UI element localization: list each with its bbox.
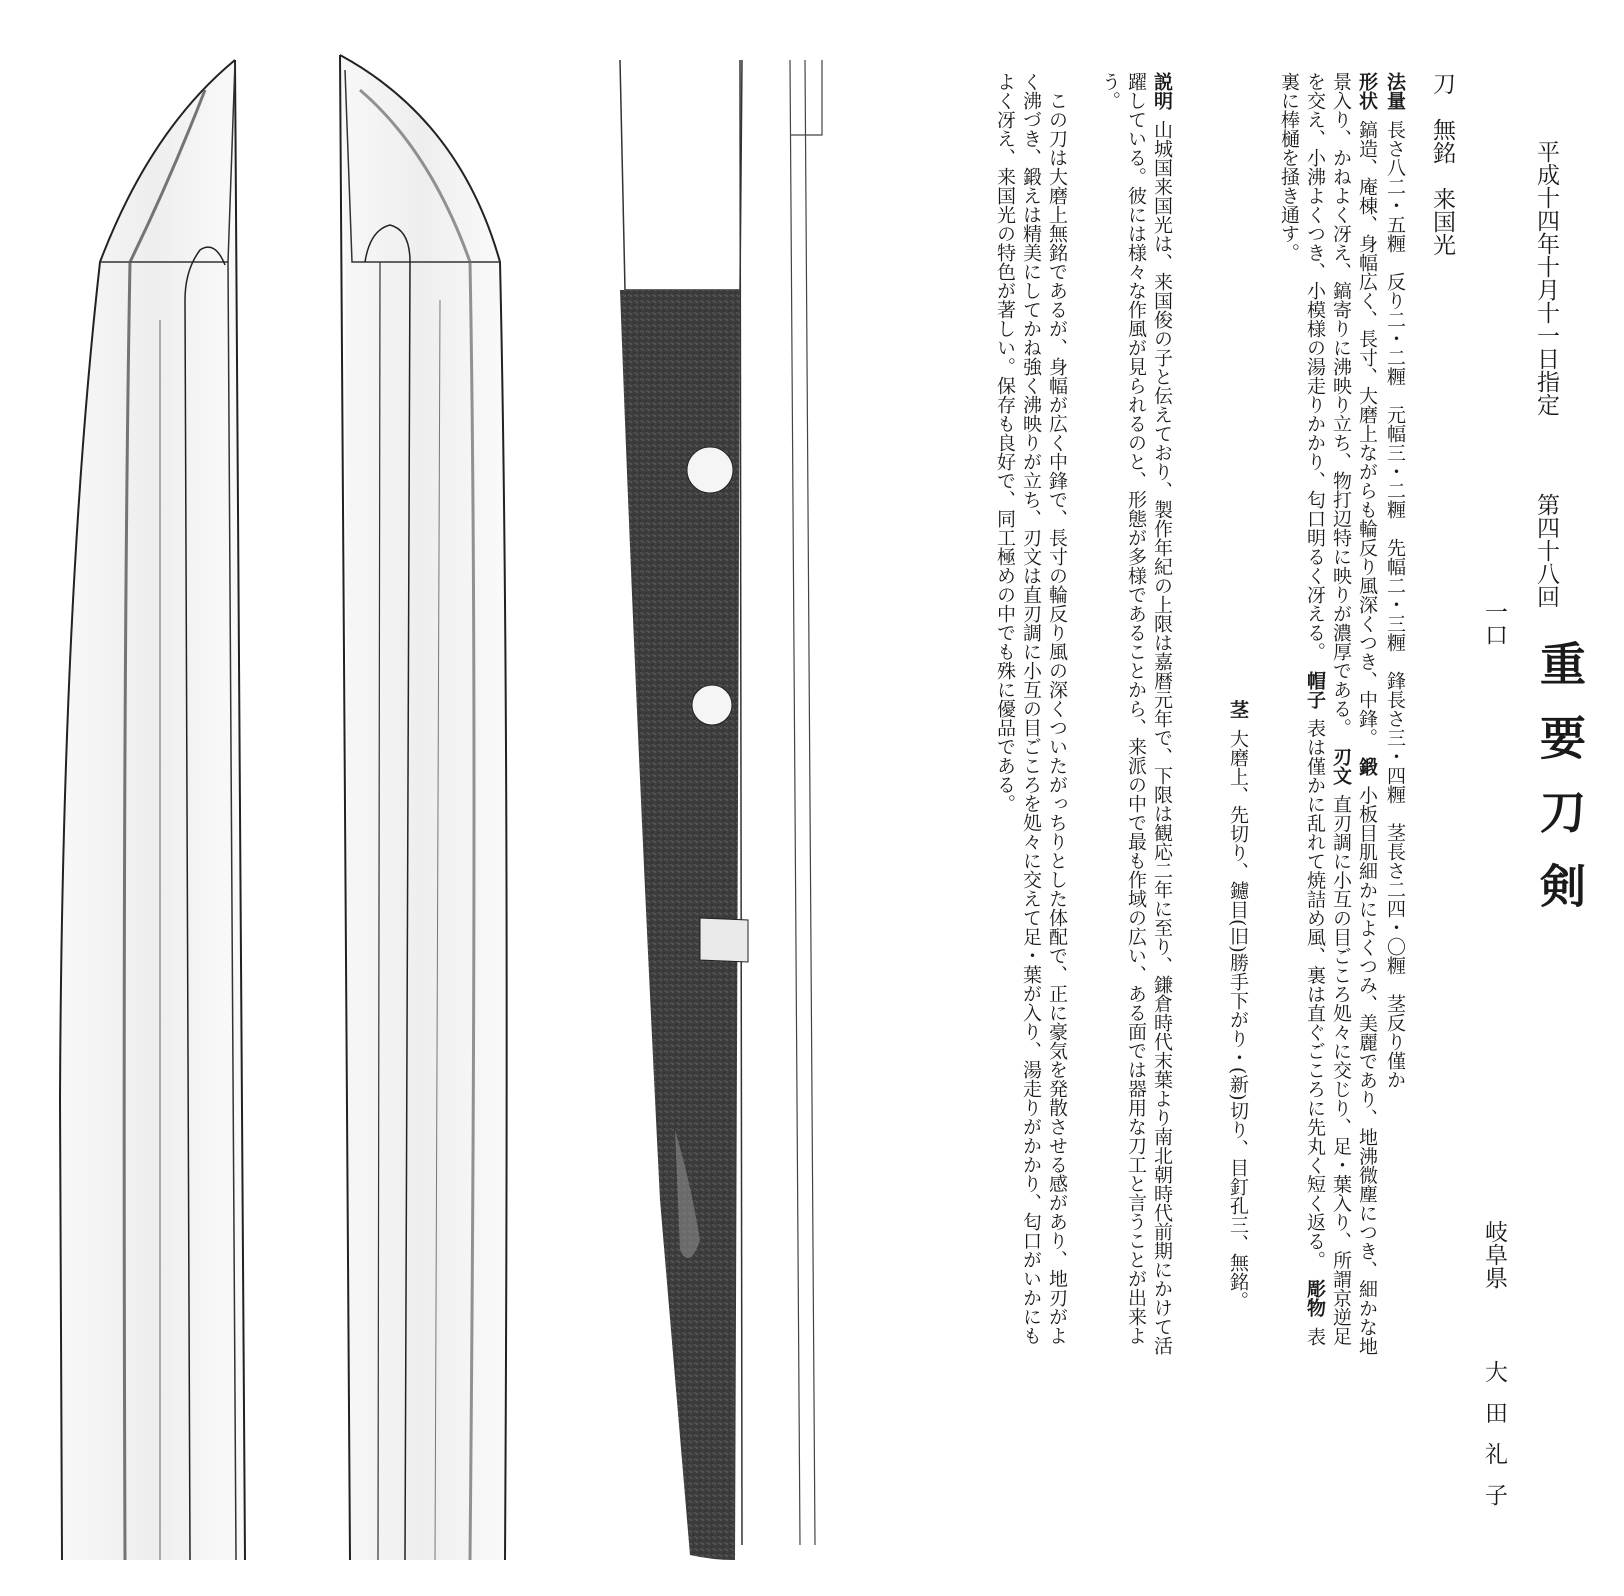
label-nakago: 茎 [1227, 700, 1249, 719]
blade-omote-drawing [60, 60, 245, 1560]
author-name: 大田礼子 [1481, 1360, 1507, 1524]
text-nakago: 大磨上、先切り、鑢目(旧)勝手下がり・(新)切り、目釘孔三、無銘。 [1227, 729, 1249, 1310]
section-nakago [1225, 700, 1251, 1310]
text-boshi: 表は僅かに乱れて焼詰め風、裏は直ぐごころに先丸く短く返る。 [1304, 718, 1326, 1260]
page-title: 重要刀剣 [1533, 640, 1587, 936]
label-keijo: 形状 [1356, 72, 1378, 110]
text-keijo: 鎬造、庵棟、身幅広く、長寸、大磨上ながらも輪反り風深くつき、中鋒。 [1356, 120, 1378, 738]
section-setsumei [1075, 72, 1175, 1362]
text-closing: この刀は大磨上無銘であるが、身幅が広く中鋒で、長寸の輪反り風の深くついたがっちりとした体配で、正に豪気を発散させる感があり、地刃がよく沸づき、鍛えは精美にしてかね強く沸映りが立ち、刃文は直刃調に小互の目ごころを処々に交えて足・葉が入り、湯走りがかかり、匂口がいかにもよく冴え、来国光の特色が著しい。保存も良好で、同工極めの中でも殊に優品である。 [994, 72, 1068, 1345]
designation-date: 平成十四年十月十一日指定 [1533, 140, 1559, 416]
label-setsumei: 説明 [1151, 72, 1173, 110]
text-setsumei: 山城国来国光は、来国俊の子と伝えており、製作年紀の上限は嘉暦元年で、下限は観応二年に至り、鎌倉時代末葉より南北朝時代前期にかけて活躍している。彼には様々な作風が見られるのと、形態が多様であることから、来派の中で最も作域の広い、ある面では器用な刀工と言うことが出来よう。 [1099, 72, 1173, 1355]
text-hamon: 直刃調に小互の目ごころ処々に交じり、足・葉入り、所謂京逆足を交え、小沸よくつき、小模様の湯走りかかり、匂口明るく冴える。 [1304, 72, 1352, 1346]
session-number: 第四十八回 [1533, 493, 1559, 608]
count: 一口 [1481, 600, 1507, 646]
section-closing [940, 72, 1070, 1362]
section-horyo [1382, 72, 1408, 1089]
label-hamon: 刃文 [1330, 746, 1352, 785]
blade-ura-drawing [340, 55, 507, 1560]
sword-type: 刀 無銘 来国光 [1429, 72, 1455, 256]
prefecture: 岐阜県 [1481, 1220, 1507, 1289]
label-horyo: 法量 [1384, 72, 1406, 110]
label-horimono: 彫物 [1304, 1279, 1326, 1317]
label-kitae: 鍛 [1356, 756, 1378, 776]
text-horimono: 表裏に棒樋を掻き通す。 [1278, 72, 1326, 1346]
text-horyo: 長さ八二・五糎 反り二・二糎 元幅三・二糎 先幅二・三糎 鋒長さ三・四糎 茎長さ二四・〇糎 茎反り僅か [1384, 120, 1406, 1089]
tang-drawing [620, 60, 822, 1560]
section-features [1175, 72, 1380, 1362]
label-boshi: 帽子 [1304, 670, 1326, 709]
text-kitae: 小板目肌細かによくつみ、美麗であり、地沸微塵につき、細かな地景入り、かねよく冴え、鎬寄りに沸映り立ち、物打辺特に映りが濃厚である。 [1330, 72, 1378, 1356]
